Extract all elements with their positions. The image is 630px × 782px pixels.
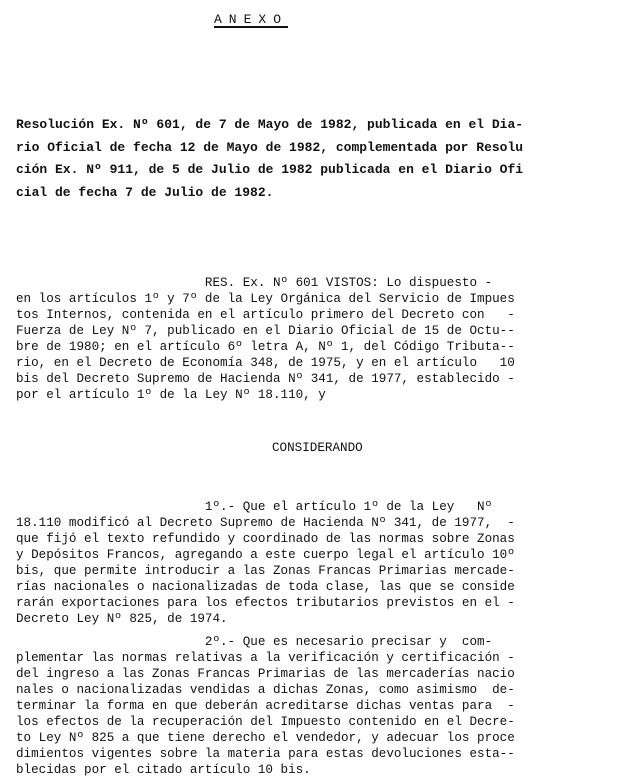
text-line: RES. Ex. Nº 601 VISTOS: Lo dispuesto - [16, 276, 493, 290]
text-line: Decreto Ley Nº 825, de 1974. [16, 612, 228, 626]
text-line: bre de 1980; en el artículo 6º letra A, Nº 1, del Código Tributa-- [16, 340, 515, 354]
text-line: Fuerza de Ley Nº 7, publicado en el Diario Oficial de 15 de Octu-- [16, 324, 515, 338]
considerando-1-paragraph [16, 499, 622, 627]
text-line: bis, que permite introducir a las Zonas Francas Primarias mercade- [16, 564, 515, 578]
text-line: bis del Decreto Supremo de Hacienda Nº 341, de 1977, establecido - [16, 372, 515, 386]
vistos-paragraph [16, 275, 622, 403]
text-line: que fijó el texto refundido y coordinado de las normas sobre Zonas [16, 532, 515, 546]
text-line: tos Internos, contenida en el artículo primero del Decreto con - [16, 308, 515, 322]
text-line: del ingreso a las Zonas Francas Primarias de las mercaderías nacio [16, 667, 515, 681]
text-line: rio, en el Decreto de Economía 348, de 1975, y en el artículo 10 [16, 356, 515, 370]
text-line: los efectos de la recuperación del Impuesto contenido en el Decre- [16, 715, 515, 729]
text-line: cial de fecha 7 de Julio de 1982. [16, 184, 274, 200]
text-line: plementar las normas relativas a la verificación y certificación - [16, 651, 515, 665]
text-line: rio Oficial de fecha 12 de Mayo de 1982, complementada por Resolu [16, 139, 524, 155]
text-line: 18.110 modificó al Decreto Supremo de Hacienda Nº 341, de 1977, - [16, 516, 515, 530]
text-line: rías nacionales o nacionalizadas de toda clase, las que se conside [16, 580, 515, 594]
considerando-heading: CONSIDERANDO [272, 441, 363, 455]
text-line: ción Ex. Nº 911, de 5 de Julio de 1982 publicada en el Diario Ofi [16, 162, 524, 177]
text-line: en los artículos 1º y 7º de la Ley Orgánica del Servicio de Impues [16, 292, 515, 306]
text-line: por el artículo 1º de la Ley Nº 18.110, y [16, 388, 326, 402]
text-line: terminar la forma en que deberán acreditarse dichas ventas para - [16, 699, 515, 713]
considerando-2-paragraph [16, 634, 622, 778]
text-line: rarán exportaciones para los efectos tributarios previstos en el - [16, 596, 515, 610]
text-line: Resolución Ex. Nº 601, de 7 de Mayo de 1982, publicada en el Dia- [16, 117, 524, 132]
document-title: ANEXO [214, 12, 289, 27]
text-line: 1º.- Que el artículo 1º de la Ley Nº [16, 500, 493, 514]
text-line: dimientos vigentes sobre la materia para estas devoluciones esta-- [16, 747, 515, 761]
text-line: nales o nacionalizadas vendidas a dichas Zonas, como asimismo de- [16, 683, 515, 697]
text-line: y Depósitos Francos, agregando a este cuerpo legal el artículo 10º [16, 548, 515, 562]
text-line: 2º.- Que es necesario precisar y com- [16, 635, 493, 649]
resolution-intro-paragraph [16, 114, 622, 204]
text-line: to Ley Nº 825 a que tiene derecho el vendedor, y adecuar los proce [16, 731, 515, 745]
text-line: blecidas por el citado artículo 10 bis. [16, 763, 311, 777]
